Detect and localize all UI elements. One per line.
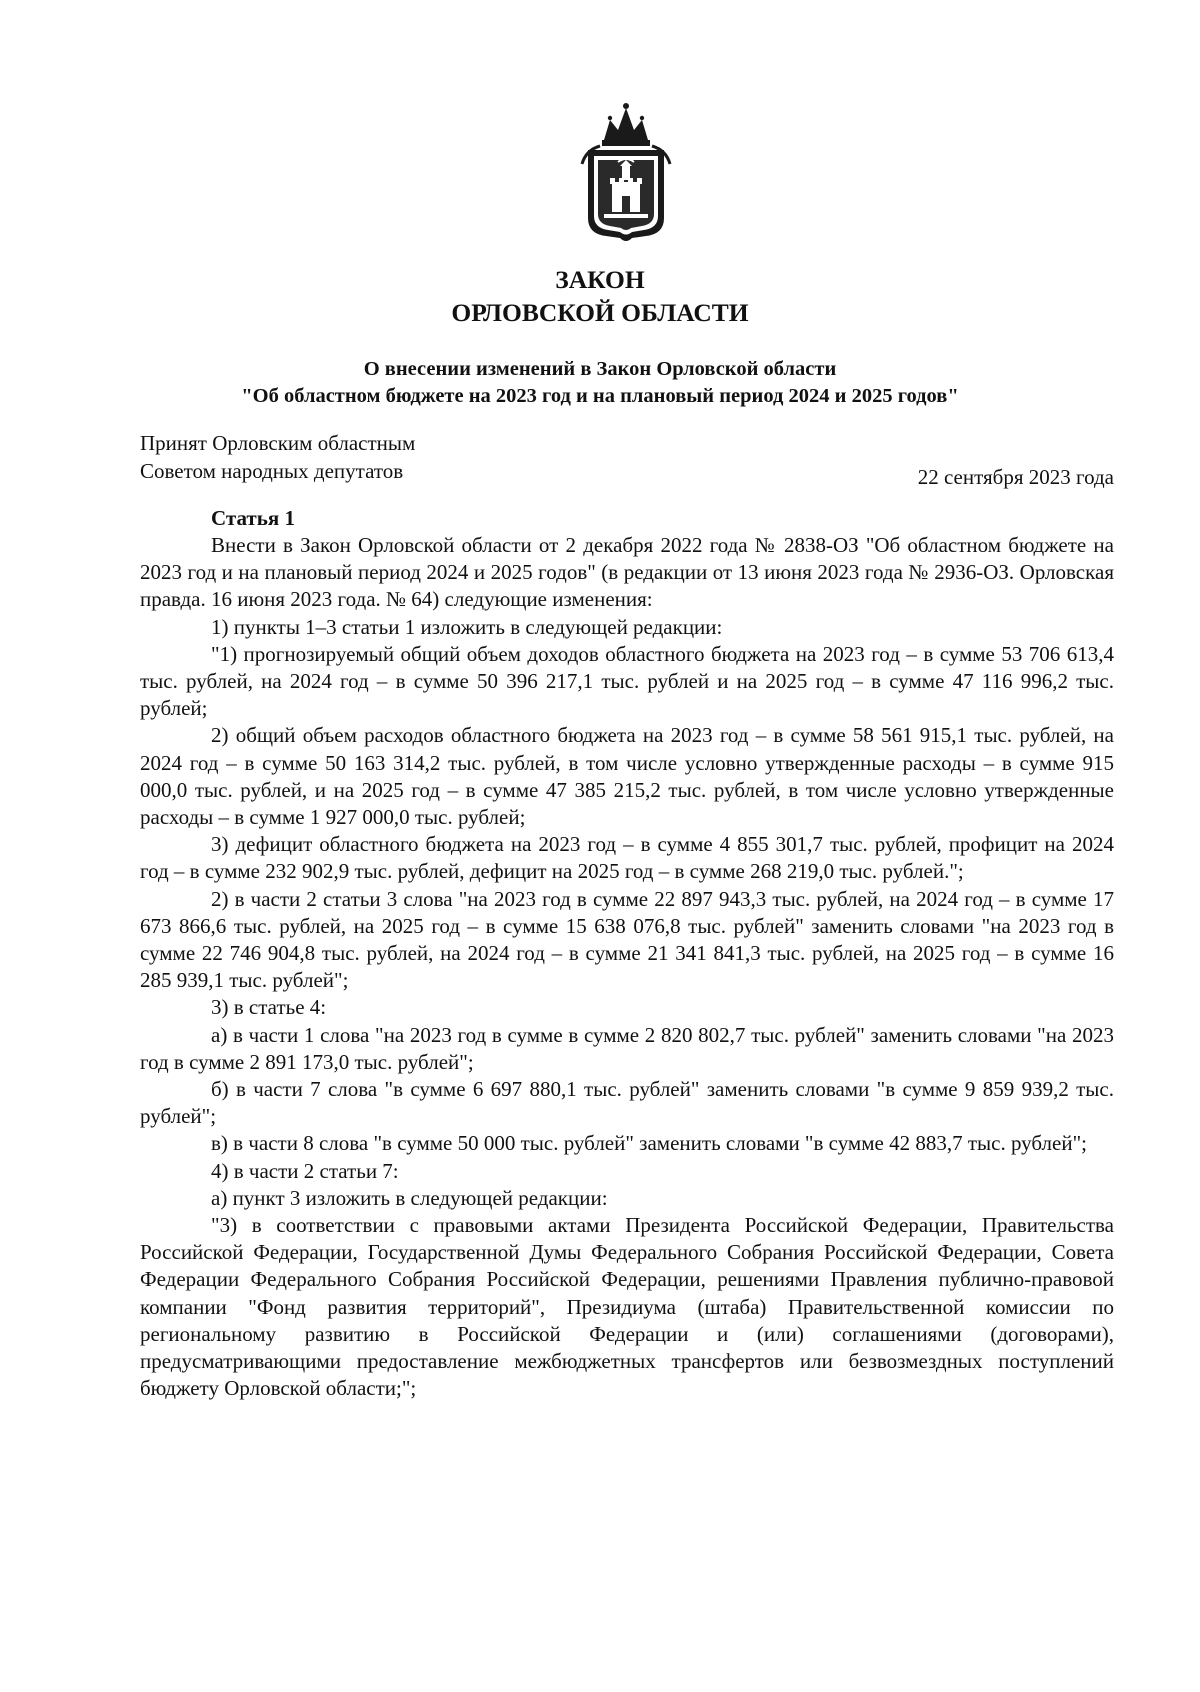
- article-paragraph: 3) в статье 4:: [211, 995, 327, 1020]
- law-title: ЗАКОН: [555, 265, 645, 294]
- article-paragraph: в) в части 8 слова "в сумме 50 000 тыс. рублей" заменить словами "в сумме 42 883,7 тыс. рублей";: [211, 1131, 1087, 1156]
- article-paragraph: Внести в Закон Орловской области от 2 декабря 2022 года № 2838-ОЗ "Об областном бюджете на 2023 год и на плановый период 2024 и 2025 годов" (в редакции от 13 июня 2023 года № 2936-ОЗ. Орловская правда. 16 июня 2023 года. № 64) следующие изменения:: [140, 533, 1114, 612]
- article-paragraph: а) в части 1 слова "на 2023 год в сумме в сумме 2 820 802,7 тыс. рублей" заменить словами "на 2023 год в сумме 2 891 173,0 тыс. рублей";: [140, 1022, 1114, 1074]
- article-body: [140, 532, 1114, 1403]
- article-paragraph: 1) пункты 1–3 статьи 1 изложить в следующей редакции:: [211, 614, 723, 639]
- article-paragraph: "1) прогнозируемый общий объем доходов областного бюджета на 2023 год – в сумме 53 706 613,4 тыс. рублей, на 2024 год – в сумме 50 396 217,1 тыс. рублей и на 2025 год – в сумме 47 116 996,2 тыс. рублей;: [140, 641, 1114, 721]
- adopted-by-line1: Принят Орловским областным: [140, 431, 416, 455]
- law-subtitle-line1: О внесении изменений в Закон Орловской области: [363, 358, 837, 380]
- article-paragraph: 2) общий объем расходов областного бюджета на 2023 год – в сумме 58 561 915,1 тыс. рублей, на 2024 год – в сумме 50 163 314,2 тыс. рублей, в том числе условно утвержденные расходы – в сумме 915 000,0 тыс. рублей, и на 2025 год – в сумме 47 385 215,2 тыс. рублей, в том числе условно утвержденные расходы – в сумме 1 927 000,0 тыс. рублей;: [140, 723, 1114, 830]
- adopted-by-line2: Советом народных депутатов: [140, 459, 404, 483]
- coat-of-arms-icon: [570, 100, 682, 248]
- article-paragraph: 2) в части 2 статьи 3 слова "на 2023 год в сумме 22 897 943,3 тыс. рублей, на 2024 год – в сумме 17 673 866,6 тыс. рублей, на 2025 год – в сумме 15 638 076,8 тыс. рублей" заменить словами "на 2023 год в сумме 22 746 904,8 тыс. рублей, на 2024 год – в сумме 21 341 841,3 тыс. рублей, на 2025 год – в сумме 16 285 939,1 тыс. рублей";: [140, 886, 1114, 993]
- article-paragraph: б) в части 7 слова "в сумме 6 697 880,1 тыс. рублей" заменить словами "в сумме 9 859 939,2 тыс. рублей";: [140, 1077, 1114, 1129]
- law-region: ОРЛОВСКОЙ ОБЛАСТИ: [451, 298, 749, 327]
- article-paragraph: "3) в соответствии с правовыми актами Президента Российской Федерации, Правительства Российской Федерации, Государственной Думы Федерального Собрания Российской Федерации, Совета Федерации Федерального Собрания Российской Федерации, решениями Правления публично-правовой компании "Фонд развития территорий", Президиума (штаба) Правительственной комиссии по региональному развитию в Российской Федерации и (или) соглашениями (договорами), предусматривающими предоставление межбюджетных трансфертов или безвозмездных поступлений бюджету Орловской области;";: [140, 1213, 1114, 1401]
- article-heading: Статья 1: [211, 506, 295, 530]
- article-paragraph: 4) в части 2 статьи 7:: [211, 1158, 399, 1183]
- article-paragraph: а) пункт 3 изложить в следующей редакции:: [211, 1185, 608, 1210]
- article-paragraph: 3) дефицит областного бюджета на 2023 год – в сумме 4 855 301,7 тыс. рублей, профицит на 2024 год – в сумме 232 902,9 тыс. рублей, дефицит на 2025 год – в сумме 268 219,0 тыс. рублей.";: [140, 832, 1114, 884]
- adoption-date: 22 сентября 2023 года: [917, 465, 1114, 489]
- law-subtitle-line2: "Об областном бюджете на 2023 год и на плановый период 2024 и 2025 годов": [241, 385, 959, 407]
